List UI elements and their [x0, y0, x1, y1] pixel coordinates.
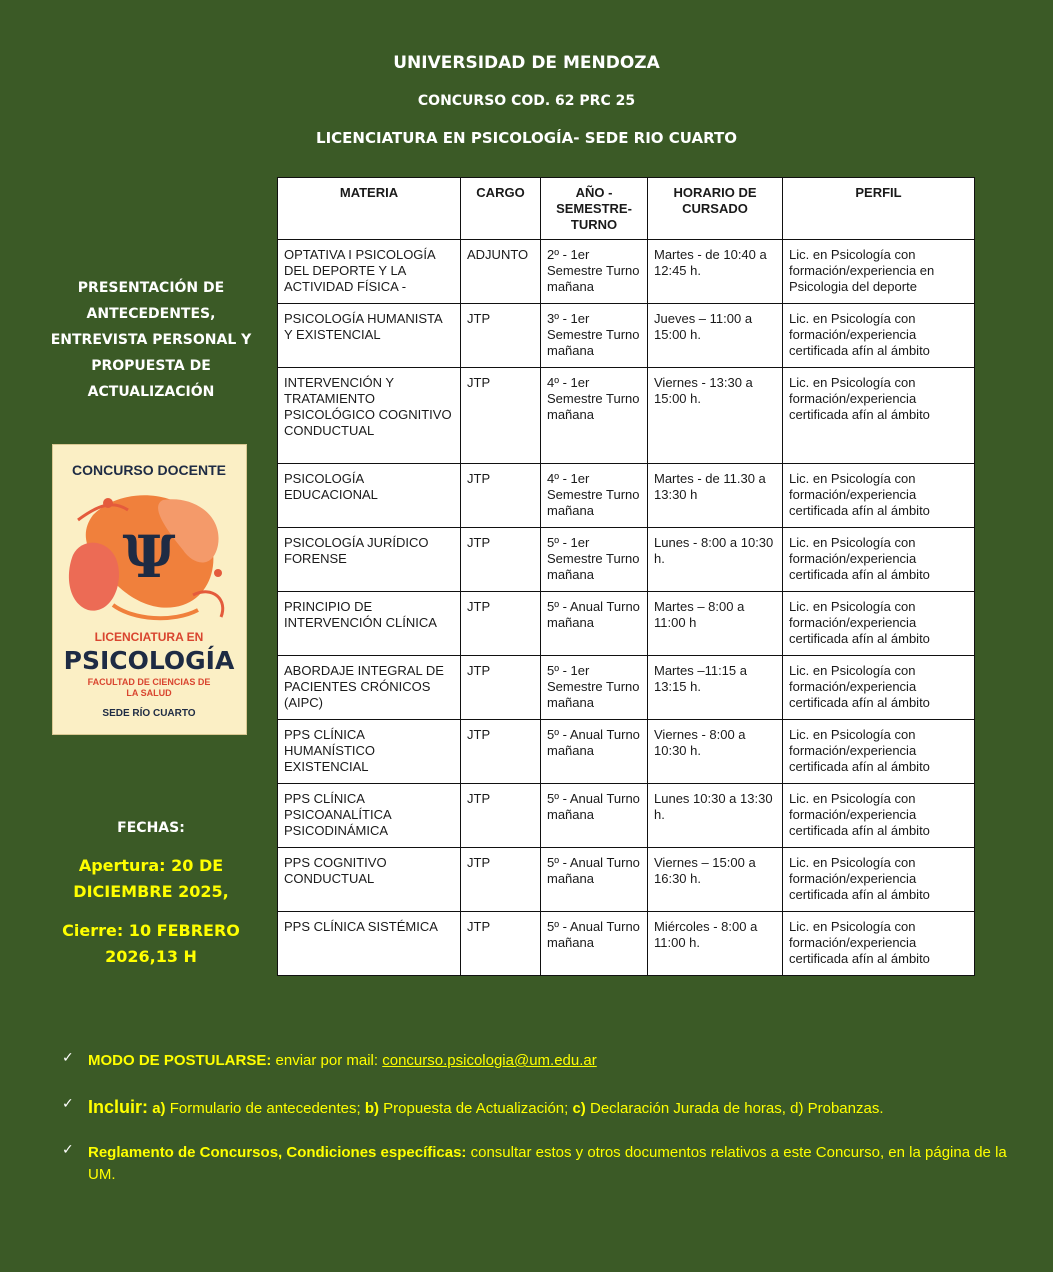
poster-illustration — [53, 445, 246, 734]
cell-anio: 5º - Anual Turno mañana — [541, 592, 648, 656]
include-b-marker: b) — [364, 1100, 379, 1117]
cell-anio: 4º - 1er Semestre Turno mañana — [541, 368, 648, 464]
cell-cargo: JTP — [461, 784, 541, 848]
dot-shape — [214, 569, 222, 577]
poster-title: CONCURSO DOCENTE — [71, 462, 227, 478]
header-horario: HORARIO DE CURSADO — [648, 178, 783, 240]
presentation-line: PRESENTACIÓN DE — [77, 280, 225, 296]
header-cargo: CARGO — [461, 178, 541, 240]
cell-anio: 5º - 1er Semestre Turno mañana — [541, 656, 648, 720]
cell-perfil: Lic. en Psicología con formación/experiencia certificada afín al ámbito — [783, 304, 975, 368]
presentation-line: PROPUESTA DE — [91, 358, 211, 374]
include-c-marker: c) — [572, 1100, 586, 1117]
cell-perfil: Lic. en Psicología con formación/experiencia certificada afín al ámbito — [783, 464, 975, 528]
cell-perfil: Lic. en Psicología con formación/experiencia certificada afín al ámbito — [783, 720, 975, 784]
cell-materia: PSICOLOGÍA HUMANISTA Y EXISTENCIAL — [278, 304, 461, 368]
cell-cargo: JTP — [461, 528, 541, 592]
presentation-line: ENTREVISTA PERSONAL Y — [50, 332, 252, 348]
presentation-line: ANTECEDENTES, — [86, 306, 216, 322]
header-materia: MATERIA — [278, 178, 461, 240]
cell-horario: Martes –11:15 a 13:15 h. — [648, 656, 783, 720]
cell-anio: 5º - Anual Turno mañana — [541, 720, 648, 784]
closing-date-line: 2026,13 H — [105, 947, 197, 966]
cell-materia: PPS CLÍNICA PSICOANALÍTICA PSICODINÁMICA — [278, 784, 461, 848]
cell-cargo: JTP — [461, 464, 541, 528]
cell-perfil: Lic. en Psicología con formación/experiencia certificada afín al ámbito — [783, 912, 975, 976]
cell-cargo: JTP — [461, 304, 541, 368]
cell-cargo: JTP — [461, 656, 541, 720]
poster-seat: SEDE RÍO CUARTO — [102, 708, 196, 719]
closing-date — [40, 918, 262, 970]
include-label: Incluir: — [88, 1097, 149, 1117]
rules-label: Reglamento de Concursos, Condiciones específicas: — [88, 1144, 467, 1161]
checkmark-icon: ✓ — [62, 1142, 74, 1158]
cell-horario: Jueves – 11:00 a 15:00 h. — [648, 304, 783, 368]
table-row — [278, 848, 975, 912]
checkmark-icon: ✓ — [62, 1050, 74, 1066]
table-row — [278, 464, 975, 528]
dot-shape — [103, 498, 113, 508]
opening-date-line: DICIEMBRE 2025, — [73, 882, 229, 901]
cell-perfil: Lic. en Psicología con formación/experiencia certificada afín al ámbito — [783, 592, 975, 656]
table-row — [278, 912, 975, 976]
apply-mode-label: MODO DE POSTULARSE: — [88, 1052, 272, 1069]
cell-cargo: ADJUNTO — [461, 240, 541, 304]
opening-date — [40, 853, 262, 905]
cell-anio: 5º - Anual Turno mañana — [541, 848, 648, 912]
include-a-text: Formulario de antecedentes; — [169, 1100, 361, 1117]
cell-materia: PSICOLOGÍA EDUCACIONAL — [278, 464, 461, 528]
university-title: UNIVERSIDAD DE MENDOZA — [393, 53, 660, 73]
cell-cargo: JTP — [461, 848, 541, 912]
table-row — [278, 368, 975, 464]
cell-materia: PPS CLÍNICA HUMANÍSTICO EXISTENCIAL — [278, 720, 461, 784]
cell-horario: Viernes – 15:00 a 16:30 h. — [648, 848, 783, 912]
contest-code: CONCURSO COD. 62 PRC 25 — [417, 93, 636, 109]
cell-materia: PPS CLÍNICA SISTÉMICA — [278, 912, 461, 976]
cell-horario: Viernes - 13:30 a 15:00 h. — [648, 368, 783, 464]
cell-anio: 5º - Anual Turno mañana — [541, 784, 648, 848]
table-header-row — [278, 178, 975, 240]
psi-symbol-icon: Ψ — [122, 523, 176, 591]
apply-email-link[interactable]: concurso.psicologia@um.edu.ar — [382, 1052, 597, 1069]
cell-perfil: Lic. en Psicología con formación/experiencia certificada afín al ámbito — [783, 368, 975, 464]
poster-faculty: FACULTAD DE CIENCIAS DE — [87, 677, 211, 687]
cell-horario: Miércoles - 8:00 a 11:00 h. — [648, 912, 783, 976]
cell-materia: PRINCIPIO DE INTERVENCIÓN CLÍNICA — [278, 592, 461, 656]
table-row — [278, 240, 975, 304]
rules-text: consultar estos y otros documentos relativos a este Concurso, en la página de la UM. — [88, 1144, 1007, 1183]
opening-date-line: Apertura: 20 DE — [78, 856, 224, 875]
include-c-text: Declaración Jurada de horas, d) Probanzas. — [589, 1100, 884, 1117]
swirl-line — [113, 605, 198, 618]
poster-subtitle: LICENCIATURA EN — [94, 630, 204, 644]
cell-anio: 4º - 1er Semestre Turno mañana — [541, 464, 648, 528]
cell-anio: 5º - Anual Turno mañana — [541, 912, 648, 976]
cell-horario: Martes – 8:00 a 11:00 h — [648, 592, 783, 656]
cell-cargo: JTP — [461, 912, 541, 976]
cell-perfil: Lic. en Psicología con formación/experiencia certificada afín al ámbito — [783, 784, 975, 848]
cell-anio: 3º - 1er Semestre Turno mañana — [541, 304, 648, 368]
cell-materia: PSICOLOGÍA JURÍDICO FORENSE — [278, 528, 461, 592]
checkmark-icon: ✓ — [62, 1096, 74, 1112]
cell-horario: Viernes - 8:00 a 10:30 h. — [648, 720, 783, 784]
header-anio: AÑO - SEMESTRE-TURNO — [541, 178, 648, 240]
closing-date-line: Cierre: 10 FEBRERO — [62, 921, 240, 940]
table-row — [278, 304, 975, 368]
header-perfil: PERFIL — [783, 178, 975, 240]
cell-materia: PPS COGNITIVO CONDUCTUAL — [278, 848, 461, 912]
cell-materia: ABORDAJE INTEGRAL DE PACIENTES CRÓNICOS (AIPC) — [278, 656, 461, 720]
cell-horario: Martes - de 10:40 a 12:45 h. — [648, 240, 783, 304]
cell-anio: 5º - 1er Semestre Turno mañana — [541, 528, 648, 592]
cell-materia: INTERVENCIÓN Y TRATAMIENTO PSICOLÓGICO COGNITIVO CONDUCTUAL — [278, 368, 461, 464]
coral-blob-shape — [69, 543, 119, 611]
dates-label: FECHAS: — [117, 820, 185, 836]
cell-cargo: JTP — [461, 720, 541, 784]
include-a-marker: a) — [152, 1100, 166, 1117]
cell-cargo: JTP — [461, 592, 541, 656]
cell-perfil: Lic. en Psicología con formación/experiencia en Psicologia del deporte — [783, 240, 975, 304]
table-row — [278, 720, 975, 784]
poster-faculty: LA SALUD — [126, 688, 172, 698]
cell-horario: Lunes 10:30 a 13:30 h. — [648, 784, 783, 848]
cell-materia: OPTATIVA I PSICOLOGÍA DEL DEPORTE Y LA ACTIVIDAD FÍSICA - — [278, 240, 461, 304]
contest-poster — [52, 444, 247, 735]
table-row — [278, 784, 975, 848]
poster-main-title: PSICOLOGÍA — [63, 646, 235, 675]
presentation-text — [40, 275, 262, 405]
table-row — [278, 528, 975, 592]
subjects-table — [277, 177, 975, 976]
cell-perfil: Lic. en Psicología con formación/experiencia certificada afín al ámbito — [783, 656, 975, 720]
cell-cargo: JTP — [461, 368, 541, 464]
table-row — [278, 656, 975, 720]
cell-horario: Lunes - 8:00 a 10:30 h. — [648, 528, 783, 592]
presentation-line: ACTUALIZACIÓN — [87, 384, 215, 400]
apply-mode-text: enviar por mail: — [275, 1052, 379, 1069]
cell-anio: 2º - 1er Semestre Turno mañana — [541, 240, 648, 304]
cell-perfil: Lic. en Psicología con formación/experiencia certificada afín al ámbito — [783, 528, 975, 592]
include-b-text: Propuesta de Actualización; — [383, 1100, 569, 1117]
cell-horario: Martes - de 11.30 a 13:30 h — [648, 464, 783, 528]
career-title: LICENCIATURA EN PSICOLOGÍA- SEDE RIO CUARTO — [316, 129, 737, 147]
cell-perfil: Lic. en Psicología con formación/experiencia certificada afín al ámbito — [783, 848, 975, 912]
table-row — [278, 592, 975, 656]
